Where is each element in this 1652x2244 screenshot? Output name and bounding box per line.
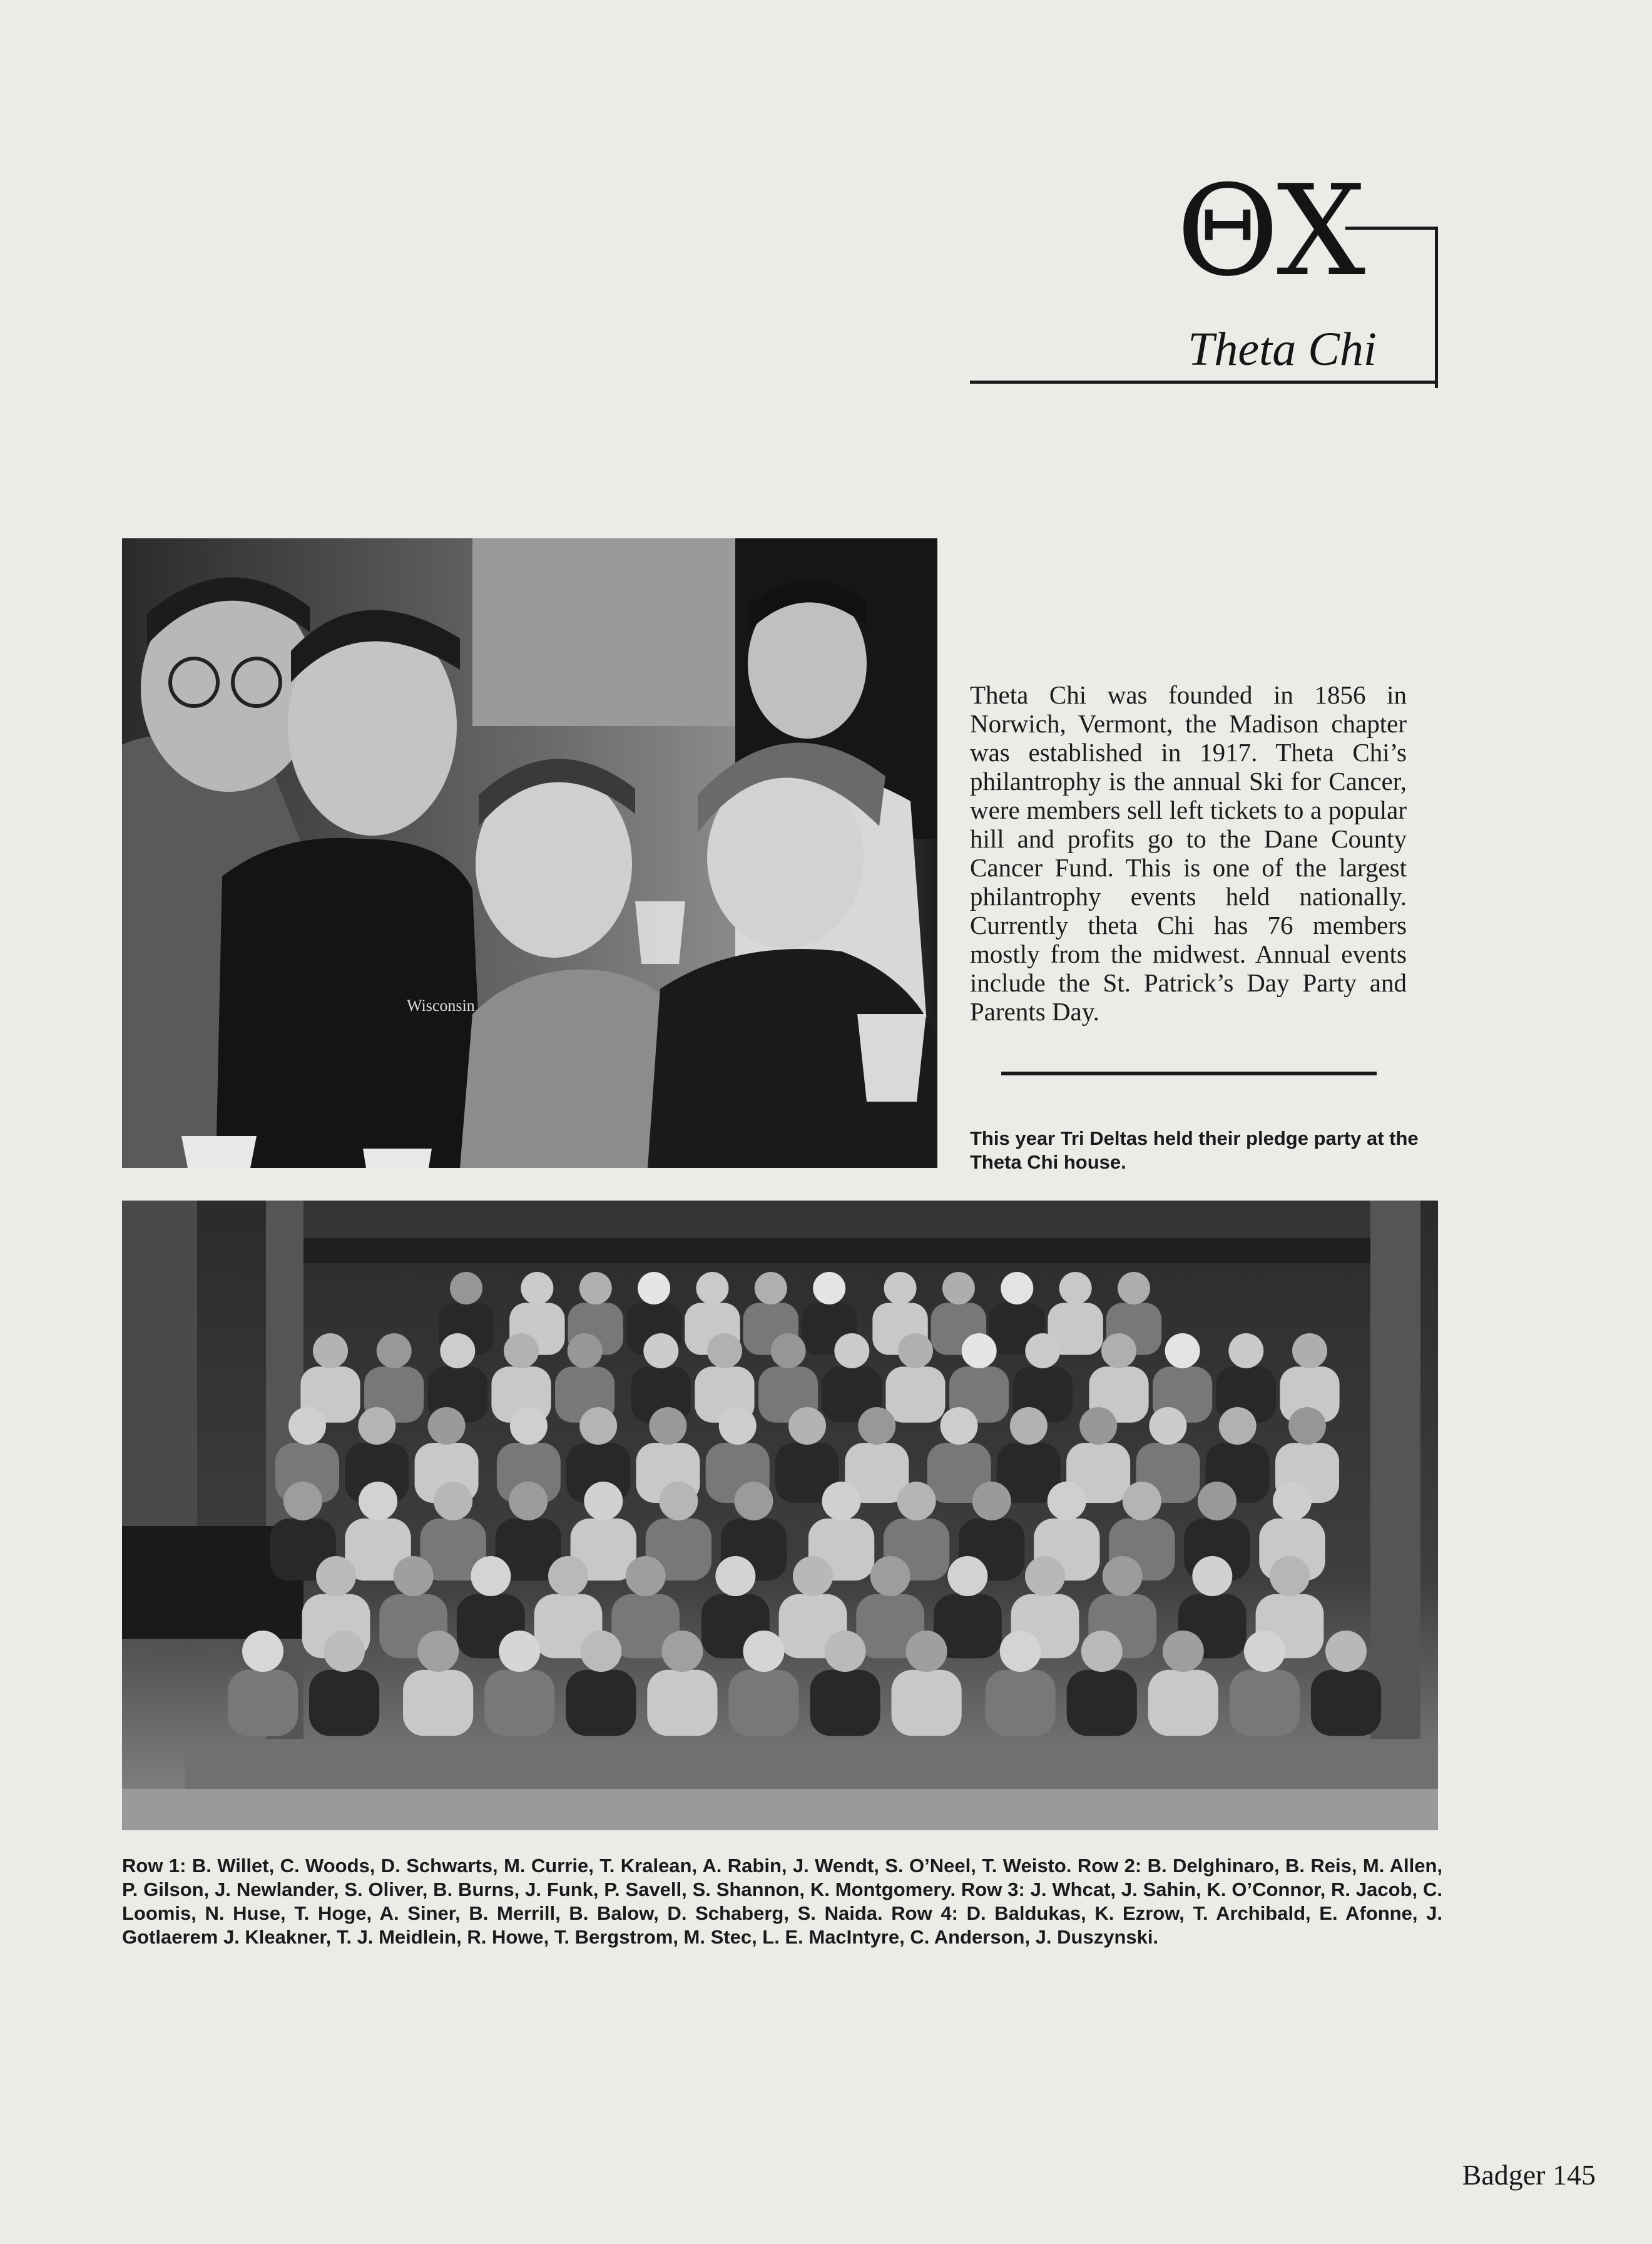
crowd-head [1118, 1272, 1150, 1304]
header-frame-right-rule [1435, 227, 1438, 388]
crowd-head [1270, 1556, 1310, 1596]
crowd-head [417, 1631, 459, 1672]
crowd-head [394, 1556, 434, 1596]
crowd-head [1288, 1407, 1326, 1445]
crowd-body [484, 1670, 554, 1736]
crowd-head [288, 1407, 326, 1445]
sweater-text: Wisconsin [407, 996, 475, 1015]
crowd-head [313, 1333, 348, 1368]
crowd-head [521, 1272, 553, 1304]
crowd-head [1001, 1272, 1033, 1304]
crowd-head [579, 1272, 612, 1304]
crowd-body [1311, 1670, 1381, 1736]
crowd-body [403, 1670, 473, 1736]
crowd-head [649, 1407, 686, 1445]
crowd-body [1230, 1670, 1300, 1736]
party-photo [122, 538, 937, 1168]
crowd-head [359, 1482, 397, 1520]
crowd-head [626, 1556, 666, 1596]
crowd-head [643, 1333, 678, 1368]
crowd-head [509, 1482, 548, 1520]
crowd-body [647, 1670, 717, 1736]
crowd-head [719, 1407, 757, 1445]
crowd-body [728, 1670, 798, 1736]
crowd-head [580, 1631, 621, 1672]
header-frame-top-rule [1345, 227, 1438, 230]
crowd-head [906, 1631, 947, 1672]
chapter-history-paragraph: Theta Chi was founded in 1856 in Norwich, Vermont, the Madison chapter was established in 1917. Theta Chi’s philantrophy is the annual Ski for Cancer, were members sell left tickets to a popular hill and profits go to the Dane County Cancer Fund. This is one of the largest philantrophy events held nationally. Currently theta Chi has 76 members mostly from the midwest. Annual events include the St. Patrick’s Day Party and Parents Day. [970, 680, 1407, 1026]
crowd-head [1081, 1631, 1123, 1672]
crowd-head [707, 1333, 742, 1368]
group-photo [122, 1201, 1438, 1830]
crowd-body [1067, 1670, 1137, 1736]
crowd-head [659, 1482, 698, 1520]
crowd-head [324, 1631, 365, 1672]
crowd-head [377, 1333, 412, 1368]
crowd-body [885, 1366, 945, 1423]
crowd-head [793, 1556, 833, 1596]
greek-letters-heading: ΘΧ [1176, 158, 1364, 304]
crowd-body [986, 1670, 1056, 1736]
crowd-head [1079, 1407, 1117, 1445]
party-photo-illustration [122, 538, 937, 1168]
crowd-head [1025, 1333, 1060, 1368]
group-photo-illustration [122, 1201, 1438, 1830]
crowd-head [1165, 1333, 1200, 1368]
crowd-head [584, 1482, 623, 1520]
crowd-head [1244, 1631, 1285, 1672]
crowd-head [579, 1407, 617, 1445]
crowd-head [1048, 1482, 1086, 1520]
crowd-head [1123, 1482, 1161, 1520]
group-photo-roster-caption: Row 1: B. Willet, C. Woods, D. Schwarts, M. Currie, T. Kralean, A. Rabin, J. Wendt, S. O’Neel, T. Weisto. Row 2: B. Delghinaro, B. Reis, M. Allen, P. Gilson, J. Newlander, S. Oliver, B. Burns, J. Funk, P. Savell, S. Shannon, K. Montgomery. Row 3: J. Whcat, J. Sahin, K. O’Connor, R. Jacob, C. Loomis, N. Huse, T. Hoge, A. Siner, B. Merrill, B. Balow, D. Schaberg, S. Naida. Row 4: D. Baldukas, K. Ezrow, T. Archibald, E. Afonne, J. Gotlaerem J. Kleakner, T. J. Meidlein, R. Howe, T. Bergstrom, M. Stec, L. E. MacIntyre, C. Anderson, J. Duszynski. [122, 1855, 1442, 1948]
crowd-body [566, 1670, 636, 1736]
crowd-head [242, 1631, 283, 1672]
crowd-head [1273, 1482, 1312, 1520]
chapter-name-heading: Theta Chi [1188, 323, 1377, 376]
crowd-head [1198, 1482, 1236, 1520]
crowd-head [499, 1631, 540, 1672]
party-photo-caption: This year Tri Deltas held their pledge party at the Theta Chi house. [970, 1127, 1419, 1173]
crowd-head [897, 1482, 936, 1520]
crowd-head [825, 1631, 866, 1672]
crowd-head [898, 1333, 933, 1368]
crowd-head [942, 1272, 975, 1304]
crowd-head [434, 1482, 472, 1520]
crowd-body [309, 1670, 379, 1736]
crowd-head [813, 1272, 845, 1304]
crowd-head [1103, 1556, 1143, 1596]
crowd-head [661, 1631, 703, 1672]
crowd-head [696, 1272, 728, 1304]
crowd-head [734, 1482, 773, 1520]
crowd-head [1163, 1631, 1204, 1672]
crowd-head [440, 1333, 475, 1368]
crowd-head [972, 1482, 1011, 1520]
crowd-head [471, 1556, 511, 1596]
crowd-head [1292, 1333, 1327, 1368]
crowd-head [504, 1333, 539, 1368]
crowd-head [568, 1333, 603, 1368]
crowd-head [428, 1407, 466, 1445]
crowd-head [316, 1556, 356, 1596]
crowd-head [450, 1272, 482, 1304]
crowd-head [638, 1272, 670, 1304]
crowd-head [947, 1556, 987, 1596]
crowd-body [810, 1670, 880, 1736]
crowd-head [283, 1482, 322, 1520]
crowd-head [858, 1407, 895, 1445]
crowd-head [834, 1333, 869, 1368]
crowd-head [510, 1407, 548, 1445]
crowd-head [358, 1407, 395, 1445]
header-frame-bottom-rule [970, 381, 1438, 384]
crowd-head [1192, 1556, 1232, 1596]
crowd-head [1101, 1333, 1136, 1368]
crowd-head [1325, 1631, 1367, 1672]
crowd-head [1228, 1333, 1263, 1368]
crowd-body [228, 1670, 298, 1736]
crowd-head [1219, 1407, 1257, 1445]
crowd-body [1148, 1670, 1218, 1736]
crowd-head [548, 1556, 588, 1596]
crowd-head [941, 1407, 978, 1445]
crowd-head [962, 1333, 997, 1368]
crowd-head [1025, 1556, 1065, 1596]
page-number: Badger 145 [1462, 2159, 1596, 2191]
crowd-head [1059, 1272, 1092, 1304]
crowd-head [771, 1333, 806, 1368]
crowd-head [1010, 1407, 1048, 1445]
crowd-head [870, 1556, 910, 1596]
crowd-head [743, 1631, 784, 1672]
crowd-head [822, 1482, 861, 1520]
crowd-head [715, 1556, 755, 1596]
crowd-head [788, 1407, 826, 1445]
crowd-head [884, 1272, 917, 1304]
crowd-head [755, 1272, 787, 1304]
caption-divider-rule [1001, 1072, 1377, 1075]
crowd-head [1149, 1407, 1186, 1445]
crowd-body [892, 1670, 962, 1736]
crowd-head [1000, 1631, 1041, 1672]
